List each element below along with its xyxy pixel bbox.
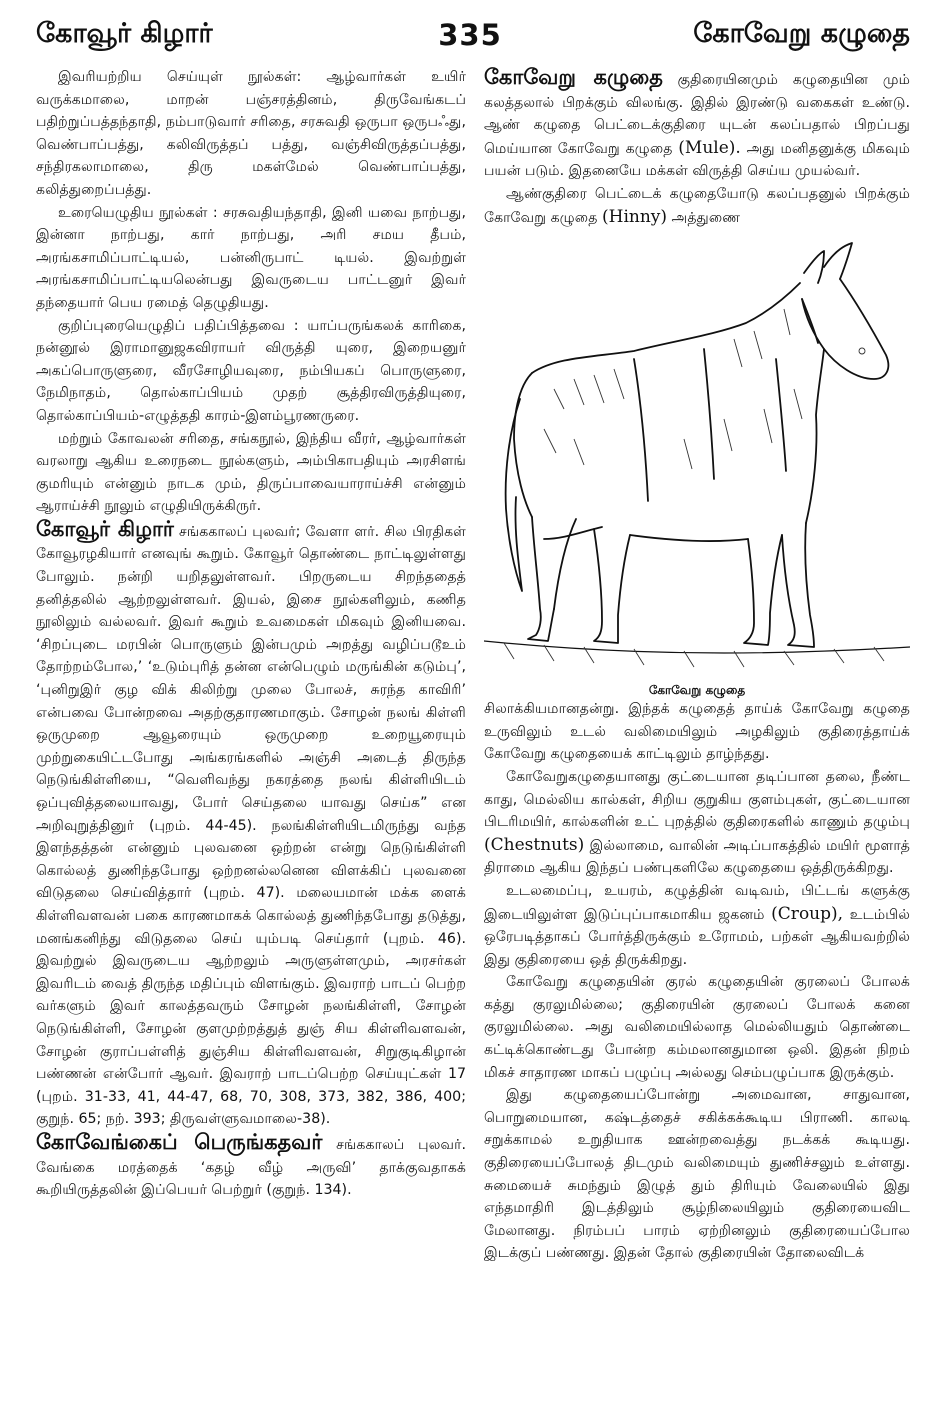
entry-title: கோவேங்கைப் பெருங்கதவர் xyxy=(36,1129,323,1154)
running-header-left: கோவூர் கிழார் xyxy=(36,18,213,49)
page-number: 335 xyxy=(438,18,502,52)
temperament-paragraph: இது கழுதையைப்போன்று அமைவான, சாதுவான, பொறுமையான, கஷ்டத்தைச் சகிக்கக்கூடிய பிராணி. காலடி சறுக்காமல் உறுதியாக ஊன்றவைத்து நடக்கக் கூடியது. குதிரையைப்போலத் திடமும் வலிமையும் துணிச்சலும் உள்ளது. சுமையைச் சுமந்தும் இழுத் தும் திரியும் வேலையில் இது எந்தமாதிரி இடத்திலும் சூழ்நிலையிலும் குதிரையைவிட மேலானது. நிரம்பப் பாரம் ஏற்றினலும் குதிரையைப்போல இடக்குப் பண்ணது. இதன் தோல் குதிரையின் தோலைவிடக் xyxy=(484,1087,910,1262)
mule-illustration xyxy=(484,239,910,698)
entry-mule-intro: கோவேறு கழுதை குதிரையினமும் கழுதையின மும் கலத்தலால் பிறக்கும் விலங்கு. இதில் இரண்டு வகைகள் உண்டு. ஆண் கழுதை பெட்டைக்குதிரை யுடன் கலப்பதால் பிறப்பது மெய்யான கோவேறு கழுதை (Mule). அது மனிதனுக்கு மிகவும் பயன் படும். இதனையே மக்கள் விருத்தி செய்ய முயல்வர். xyxy=(484,65,910,180)
comparison-paragraph: சிலாக்கியமானதன்று. இந்தக் கழுதைத் தாய்க் கோவேறு கழுதை உருவிலும் உடல் வலிமையிலும் அழகிலும் குதிரைத்தாய்க் கோவேறு கழுதையைக் காட்டிலும் தாழ்ந்தது. xyxy=(484,701,910,763)
latin-term: (Croup), xyxy=(771,903,844,924)
latin-term: (Chestnuts) xyxy=(484,834,585,855)
entry-title: கோவேறு கழுதை xyxy=(484,65,663,89)
mule-drawing xyxy=(484,239,910,679)
entry-kovur-kizhar xyxy=(36,518,466,1131)
works-edited-paragraph: குறிப்புரையெழுதிப் பதிப்பித்தவை : யாப்பருங்கலக் காரிகை, நன்னூல் இராமானுஜகவிராயர் விருத்தி யுரை, இறையனுர் அகப்பொருளுரை, வீரசோழியவுரை, நம்பியகப் பொருளுரை, நேமிநாதம், தொல்காப்பியம் முதற் சூத்திரவிருத்தியுரை, தொல்காப்பியம்-எழுத்ததி காரம்-இளம்பூரணருரை. xyxy=(36,317,466,424)
body-paragraph: உடலமைப்பு, உயரம், கழுத்தின் வடிவம், பிட்டங் களுக்கு இடையிலுள்ள இடுப்புப்பாகமாகிய ஜகனம் (Croup), உடம்பில் ஒரேபடித்தாகப் போர்த்திருக்கும் உரோமம், பற்கள் ஆகியவற்றில் இது குதிரையை ஒத் திருக்கிறது. xyxy=(484,882,911,968)
works-prose-paragraph: மற்றும் கோவலன் சரிதை, சங்கநூல், இந்திய வீரர், ஆழ்வார்கள் வரலாறு ஆகிய உரைநடை நூல்களும், அம்பிகாபதியும் அரசிளங் குமரியும் என்னும் நாடக மும், திருப்பாவையாராய்ச்சி என்னும் ஆராய்ச்சி நூலும் எழுதியிருக்கிருர். xyxy=(36,430,466,515)
entry-title: கோவூர் கிழார் xyxy=(36,516,174,541)
voice-paragraph: கோவேறு கழுதையின் குரல் கழுதையின் குரலைப் போலக் கத்து குரலுமில்லை; குதிரையின் குரலைப் போலக் கனை குரலுமில்லை. அது வலிமையில்லாத மெல்லியதும் தொண்டை கட்டிக்கொண்டது போன்ற கம்மலானதுமான ஒலி. இதன் நிறம் மிகச் சாதாரண மாகப் பழுப்பு அல்லது செம்பழுப்பாக இருக்கும். xyxy=(484,974,910,1081)
entry-body: சங்ககாலப் புலவர். வேங்கை மரத்தைக் ‘கதழ் வீழ் அருவி’ தாக்குவதாகக் கூறியிருத்தலின் இப்பெயர் பெற்றுர் (குறுந். 134). xyxy=(36,1136,466,1199)
entry-body: சங்ககாலப் புலவர்; வேளா ளர். சில பிரதிகள் கோவூரழகியார் எனவுங் கூறும். கோவூர் தொண்டை நாட்டிலுள்ளது போலும். நன்றி யறிதலுள்ளவர். பிறருடைய சிறந்ததைத் தனித்தலில் ஆற்றலுள்ளவர். இயல், இசை நூல்களிலும், கணித நூலிலும் வல்லவர். இவர் கூறும் உவமைகள் மிகவும் இனியவை. ‘சிறப்புடை மரபின் பொருளும் இன்பமும் அறத்து வழிப்படூஉம் தோற்றம்போல,’ ‘உடும்புரித் தன்ன என்பெழும் மருங்கின் கடும்பு’, ‘புனிறுஇர் குழ விக் கிலிற்று முலை போலச், சுரந்த காவிரி’ என்பவை போன்றவை அதற்குதாரணமாகும். சோழன் நலங் கிள்ளி ஒருமுறை ஆவூரையும் ஒருமுறை உறையூரையும் முற்றுகையிட்டபோது அங்கரங்களில் அஞ்சி அடைத் திருந்த நெடுங்கிள்ளியை, “வெளிவந்து நகரத்தை நலங் கிள்ளியிடம் ஒப்புவித்தலையாவது, போர் செய்தலை யாவது செய்க” என அறிவுறுத்தினுர் (புறம். 44-45). நலங்கிள்ளியிடமிருந்து வந்த இளந்தத்தன் என்னும் புலவனை ஒற்றன் என்று நெடுங்கிள்ளி கொல்லத் துணிந்தபோது ஒற்றனல்லனென விளக்கிப் புலவனை விடுதலை செய்வித்தார் (புறம். 47). மலையமான் மக்க ளைக் கிள்ளிவளவன் பகை காரணமாகக் கொல்லத் துணிந்தபோது தடுத்து, மனங்கனிந்து விடுதலை செய் யும்படி செய்தார் (புறம். 46). இவற்றுல் இவருடைய ஆற்றலும் அருளுள்ளமும், அரசர்கள் இவரிடம் வைத் திருந்த மதிப்பும் விளங்கும். இவராற் பாடப் பெற்ற வர்களும் இவர் காலத்தவரும் சோழன் நலங்கிள்ளி, சோழன் நெடுங்கிள்ளி, சோழன் குளமுற்றத்துத் துஞ் சிய கிள்ளிவளவன், சோழன் குராப்பள்ளித் துஞ்சிய கிள்ளிவளவன், சிறுகுடிகிழான் பண்ணன் என்போர் ஆவர். இவராற் பாடப்பெற்ற செய்யுட்கள் 17 (புறம். 31-33, 41, 44-47, 68, 70, 308, 373, 382, 386, 400; குறுந். 65; நற். 393; திருவள்ளுவமாலை-38). xyxy=(36,523,466,1128)
left-column xyxy=(36,66,466,1202)
latin-term: (Hinny) xyxy=(602,206,668,227)
right-column xyxy=(484,66,910,1265)
entry-kovengai-perunkathavar xyxy=(36,1131,466,1202)
running-header-right: கோவேறு கழுதை xyxy=(693,18,910,49)
figure-caption: கோவேறு கழுதை xyxy=(648,683,746,698)
works-commentary-paragraph: உரையெழுதிய நூல்கள் : சரசுவதியந்தாதி, இனி யவை நாற்பது, இன்னா நாற்பது, கார் நாற்பது, அரி சமய தீபம், அரங்கசாமிப்பாட்டியல், பன்னிருபாட் டியல். இவற்றுள் அரங்கசாமிப்பாட்டியலென்பது இவருடைய பாட்டனுர் இவர் தந்தையார் பெய ரமைத் தெழுதியது. xyxy=(36,204,466,311)
latin-term: (Mule). xyxy=(678,137,741,158)
works-poetry-paragraph: இவரியற்றிய செய்யுள் நூல்கள்: ஆழ்வார்கள் உயிர் வருக்கமாலை, மாறன் பஞ்சரத்தினம், திருவேங்கடப் பதிற்றுப்பத்தந்தாதி, நம்பாடுவார் சரிதை, சரசுவதி ஒருபா ஒருபஃது, வெண்பாப்பத்து, கலிவிருத்தப் பத்து, வஞ்சிவிருத்தப்பத்து, சந்திரகலாமாலை, திரு மகள்மேல் வெண்பாப்பத்து, கலித்துறைப்பத்து. xyxy=(36,69,466,198)
hinny-paragraph: ஆண்குதிரை பெட்டைக் கழுதையோடு கலப்பதனுல் பிறக்கும் கோவேறு கழுதை (Hinny) அத்துணை xyxy=(484,185,910,227)
features-paragraph: கோவேறுகழுதையானது குட்டையான தடிப்பான தலை, நீண்ட காது, மெல்லிய கால்கள், சிறிய குறுகிய குளம்புகள், குட்டையான பிடரிமயிர், கால்களின் உட் புறத்தில் குதிரைகளில் காணும் தழும்பு (Chestnuts) இல்லாமை, வாலின் அடிப்பாகத்தில் மயிர் மூளாத் திராமை ஆகிய இந்தப் பண்புகளிலே கழுதையை ஒத்திருக்கிறது. xyxy=(484,768,911,877)
